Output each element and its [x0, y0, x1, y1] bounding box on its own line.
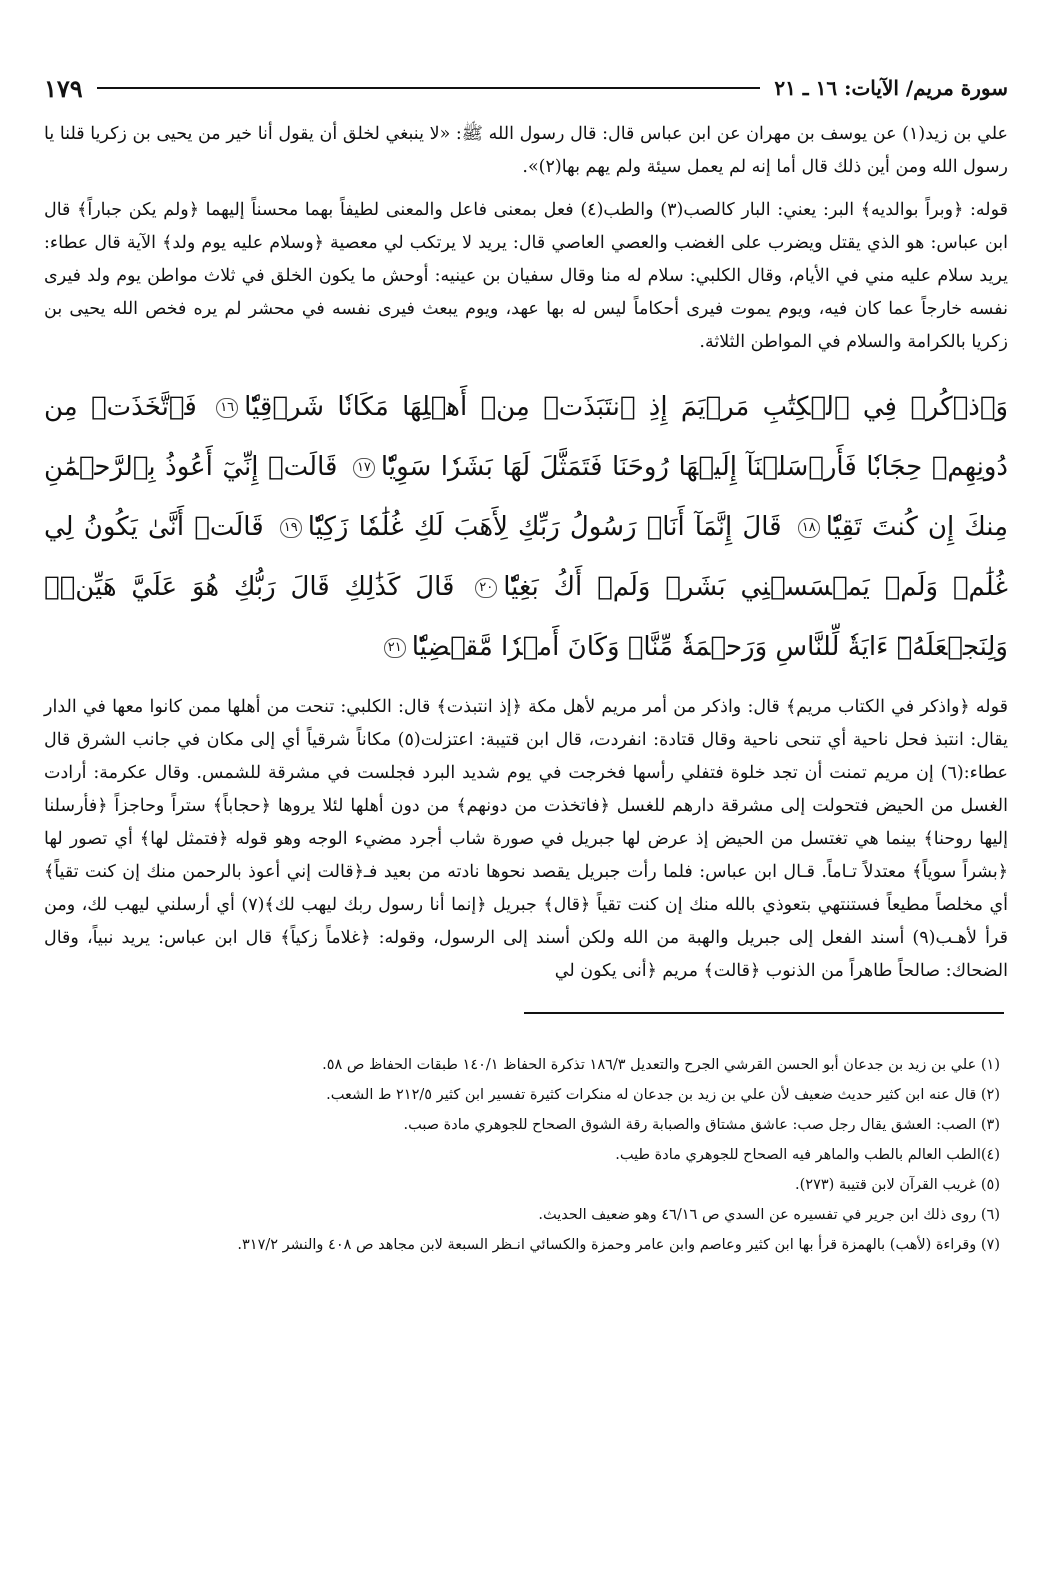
verse-text: وَٱذۡكُرۡ فِي ٱلۡكِتَٰبِ مَرۡيَمَ إِذِ ٱنتَبَذَتۡ مِنۡ أَهۡلِهَا مَكَانٗا شَرۡقِيّٗا — [244, 392, 1008, 422]
verse-text: فَٱتَّخَذَتۡ مِن دُونِهِمۡ حِجَابٗا فَأَرۡسَلۡنَآ إِلَيۡهَا رُوحَنَا فَتَمَثَّلَ لَهَا بَشَرٗا سَوِيّٗا — [44, 392, 1008, 482]
footnote: (١) علي بن زيد بن جدعان أبو الحسن القرشي الجرح والتعديل ١٨٦/٣ تذكرة الحفاظ ١٤٠/١ طبقات الحفاظ ص ٥٨. — [322, 1057, 1000, 1073]
ayah-number: ١٧ — [353, 458, 375, 478]
paragraph-1: علي بن زيد(١) عن يوسف بن مهران عن ابن عباس قال: قال رسول الله ﷺ: «لا ينبغي لخلق أن يقول أنا خير من يحيى بن زكريا قلنا يا رسول الله ومن أين ذلك قال أما إنه لم يعمل سيئة ولم يهم بها(٢)». — [44, 124, 1008, 177]
footnote: (٢) قال عنه ابن كثير حديث ضعيف لأن علي بن زيد بن جدعان له منكرات كثيرة تفسير ابن كثير ٢١٢/٥ ط الشعب. — [326, 1087, 1000, 1103]
paragraph-3: قوله ﴿واذكر في الكتاب مريم﴾ قال: واذكر من أمر مريم لأهل مكة ﴿إذ انتبذت﴾ قال: الكلبي: تنحت من أهلها ممن كانوا معها في الدار يقال: انتبذ فحل ناحية أي تنحى ناحية وقال قتادة: انفردت، قال ابن قتيبة: اعتزلت(٥) مكاناً شرقياً أي إلى مكان في جانب الشرق قال عطاء:(٦) إن مريم تمنت أن تجد خلوة فتفلي رأسها فخرجت في يوم شديد البرد فجلست في مشرقة للشمس. وقال عكرمة: أرادت الغسل من الحيض فتحولت إلى مشرقة دارهم للغسل ﴿فاتخذت من دونهم﴾ من دون أهلها لئلا يروها ﴿حجاباً﴾ ستراً وحاجزاً ﴿فأرسلنا إليها روحنا﴾ بينما هي تغتسل من الحيض إذ عرض لها جبريل في صورة شاب أجرد مضيء الوجه وهو قوله ﴿فتمثل لها﴾ أي تصور لها ﴿بشراً سوياً﴾ معتدلاً تـاماً. قـال ابن عباس: فلما رأت جبريل يقصد نحوها نادته من بعيد فـ﴿قالت إني أعوذ بالرحمن منك إن كنت تقياً﴾ أي مخلصاً مطيعاً فستنتهي بتعوذي بالله منك إن كنت تقياً ﴿قال﴾ جبريل ﴿إنما أنا رسول ربك ليهب لك﴾(٧) أي أرسلني ليهب لك، ومن قرأ لأهـب(٩) أسند الفعل إلى جبريل والهبة من الله ولكن أسند إلى الرسول، وقوله: ﴿غلاماً زكياً﴾ قال ابن عباس: يريد نبياً، وقال الضحاك: صالحاً طاهراً من الذنوب ﴿قالت﴾ مريم ﴿أنى يكون لي — [44, 697, 1009, 981]
verse-text: قَالَتۡ أَنَّىٰ يَكُونُ لِي غُلَٰمٞ وَلَمۡ يَمۡسَسۡنِي بَشَرٞ وَلَمۡ أَكُ بَغِيّٗا — [44, 512, 1008, 602]
ayah-number: ٢١ — [384, 638, 406, 658]
footnote: (٥) غريب القرآن لابن قتيبة (٢٧٣). — [795, 1177, 1000, 1193]
ayah-number: ١٩ — [280, 518, 302, 538]
ayah-number: ٢٠ — [475, 578, 497, 598]
footnote: (٧) وقراءة (لأهب) بالهمزة قرأ بها ابن كثير وعاصم وابن عامر وحمزة والكسائي انـظر السبعة لابن مجاهد ص ٤٠٨ والنشر ٣١٧/٢. — [237, 1237, 1000, 1253]
ayah-number: ١٨ — [798, 518, 820, 538]
page-header — [44, 70, 1008, 106]
footnote: (٣) الصب: العشق يقال رجل صب: عاشق مشتاق والصبابة رقة الشوق الصحاح للجوهري مادة صبب. — [403, 1117, 1000, 1133]
ayah-number: ١٦ — [216, 398, 238, 418]
quran-verses — [44, 377, 1008, 677]
paragraph-2: قوله: ﴿وبراً بوالديه﴾ البر: يعني: البار كالصب(٣) والطب(٤) فعل بمعنى فاعل والمعنى لطيفاً بهما محسناً إليهما ﴿ولم يكن جباراً﴾ قال ابن عباس: هو الذي يقتل ويضرب على الغضب والعصي العاصي قال: يريد لا يرتكب لي معصية ﴿وسلام عليه يوم ولد﴾ الآية قال عطاء: يريد سلام عليه مني في الأيام، وقال الكلبي: سلام له منا وقال سفيان بن عينيه: أوحش ما يكون الخلق في ثلاث مواطن يوم ولد فيرى نفسه خارجاً عما كان فيه، ويوم يموت فيرى أحكاماً ليس له بها عهد، ويوم يبعث فيرى نفسه في محشر لم يره فخص الله يحيى بن زكريا بالكرامة والسلام في المواطن الثلاثة. — [44, 200, 1009, 352]
footnote-rule — [524, 1012, 1004, 1014]
page-number: ١٧٩ — [44, 73, 83, 103]
running-title: سورة مريم/ الآيات: ١٦ ـ ٢١ — [774, 76, 1008, 100]
footnote: (٦) روى ذلك ابن جرير في تفسيره عن السدي ص ٤٦/١٦ وهو ضعيف الحديث. — [538, 1207, 1000, 1223]
footnotes — [44, 1050, 1008, 1260]
verse-text: قَالَتۡ إِنِّيٓ أَعُوذُ بِٱلرَّحۡمَٰنِ مِنكَ إِن كُنتَ تَقِيّٗا — [44, 452, 1009, 542]
verse-text: قَالَ كَذَٰلِكِ قَالَ رَبُّكِ هُوَ عَلَيَّ هَيِّنٞۖ وَلِنَجۡعَلَهُۥٓ ءَايَةٗ لِّلنَّاسِ وَرَحۡمَةٗ مِّنَّاۚ وَكَانَ أَمۡرٗا مَّقۡضِيّٗا — [44, 572, 1008, 662]
header-rule — [97, 87, 761, 89]
footnote: (٤)الطب العالم بالطب والماهر فيه الصحاح للجوهري مادة طيب. — [615, 1147, 1000, 1163]
verse-text: قَالَ إِنَّمَآ أَنَا۠ رَسُولُ رَبِّكِ لِأَهَبَ لَكِ غُلَٰمٗا زَكِيّٗا — [307, 512, 782, 542]
